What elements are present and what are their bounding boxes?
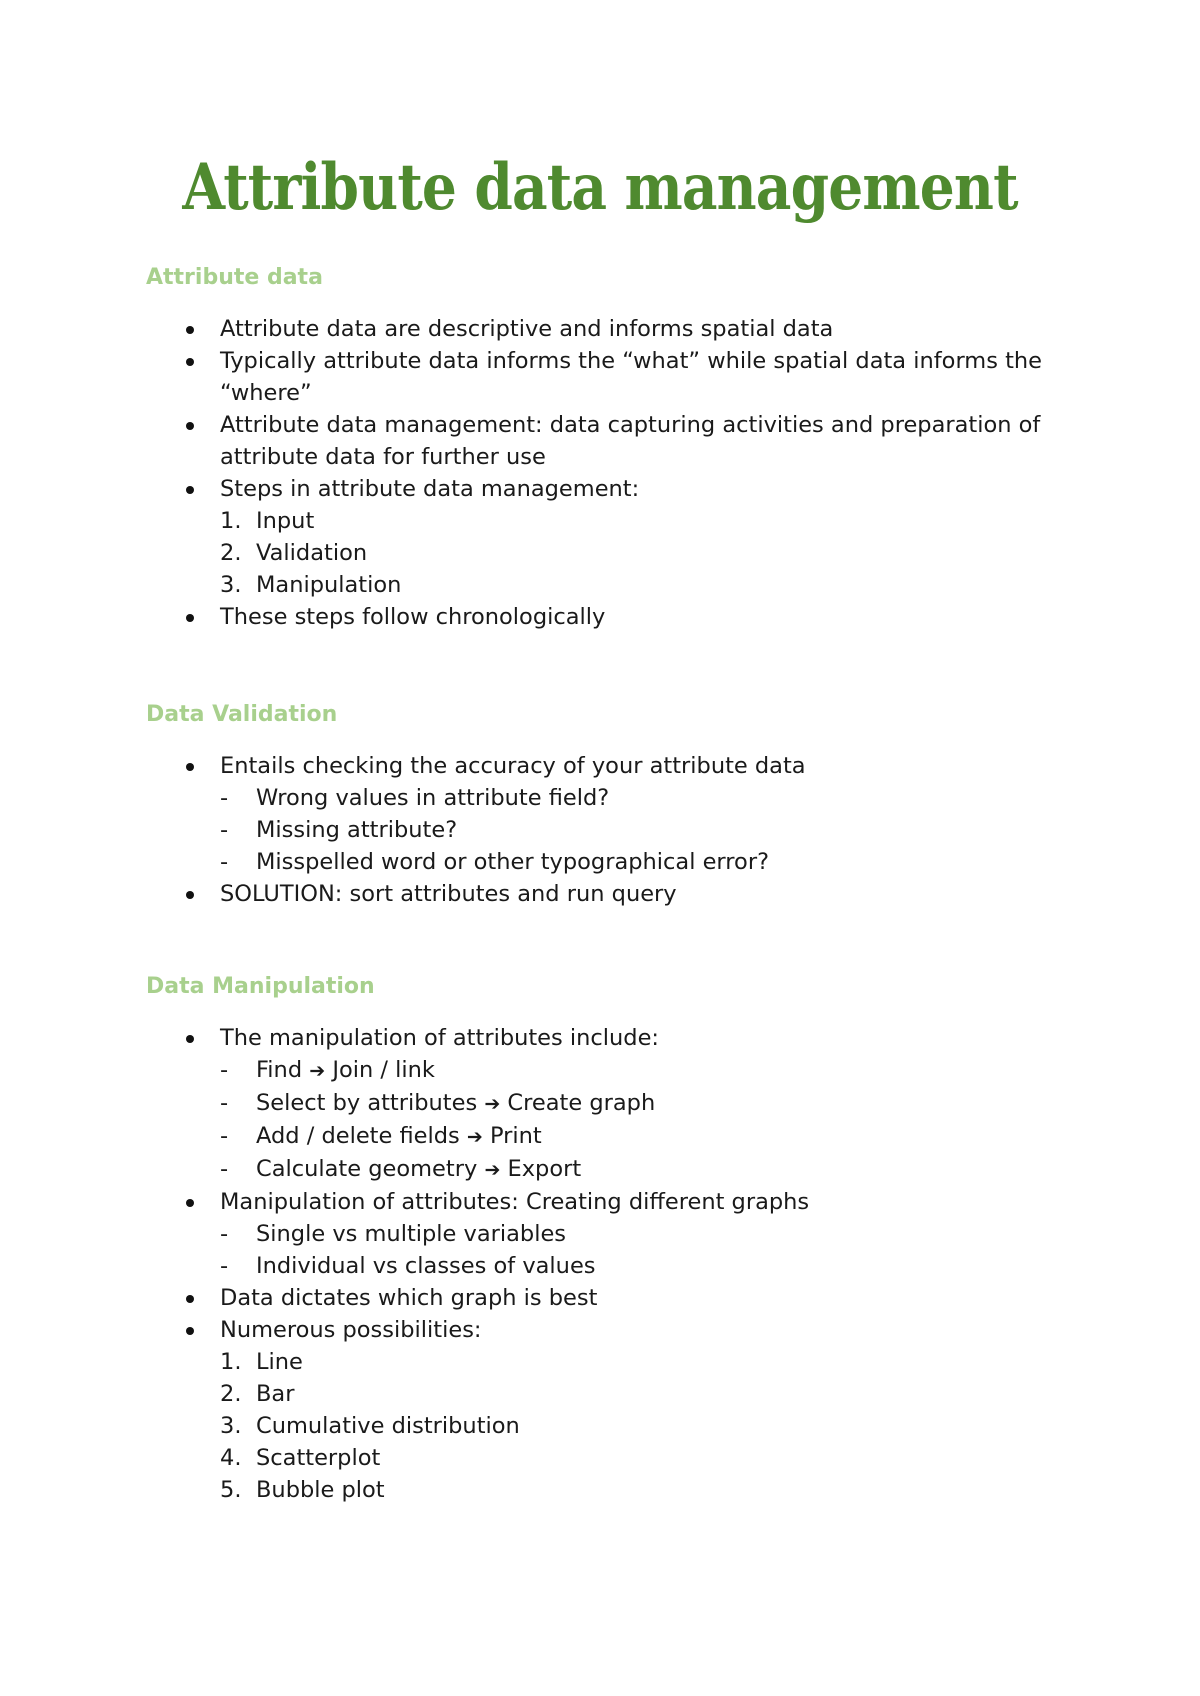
list-item-text: Validation	[256, 540, 368, 566]
numbered-item	[146, 1474, 1046, 1506]
list-marker: 5.	[220, 1477, 242, 1503]
section-heading-attribute-data: Attribute data	[146, 265, 323, 290]
list-marker: -	[220, 785, 229, 811]
attribute-data-list	[146, 313, 1046, 633]
numbered-item	[146, 537, 1046, 569]
dash-item	[146, 1120, 1046, 1153]
list-item-text: Calculate geometry	[256, 1156, 478, 1182]
arrow-right-icon: ➔	[466, 1126, 483, 1148]
list-item-text: Bubble plot	[256, 1477, 385, 1503]
list-item	[146, 409, 1046, 441]
data-manipulation-list	[146, 1022, 1046, 1506]
dash-item	[146, 1218, 1046, 1250]
list-item-text: Line	[256, 1349, 303, 1375]
list-item-text: attribute data for further use	[220, 444, 546, 470]
list-item-text: Manipulation	[256, 572, 402, 598]
arrow-right-icon: ➔	[484, 1159, 501, 1181]
list-item-text: Create graph	[507, 1090, 656, 1116]
list-item-text: Attribute data are descriptive and informs spatial data	[220, 316, 834, 342]
list-item-text: Numerous possibilities:	[220, 1317, 482, 1343]
list-item-text: Cumulative distribution	[256, 1413, 520, 1439]
dash-item	[146, 814, 1046, 846]
list-item-text: Add / delete fields	[256, 1123, 460, 1149]
list-item-text: Input	[256, 508, 315, 534]
list-item	[146, 601, 1046, 633]
list-item	[146, 1282, 1046, 1314]
list-marker: -	[220, 1057, 229, 1083]
list-item	[146, 750, 1046, 782]
list-item-text: Data dictates which graph is best	[220, 1285, 598, 1311]
list-item-text: Single vs multiple variables	[256, 1221, 567, 1247]
list-item-text: Individual vs classes of values	[256, 1253, 596, 1279]
numbered-item	[146, 1410, 1046, 1442]
list-marker: 2.	[220, 1381, 242, 1407]
dash-item	[146, 1087, 1046, 1120]
document-title: Attribute data management	[182, 150, 1018, 225]
list-item-text: Typically attribute data informs the “what” while spatial data informs the	[220, 348, 1043, 374]
list-item-text: Manipulation of attributes: Creating different graphs	[220, 1189, 810, 1215]
list-item-text: Bar	[256, 1381, 295, 1407]
arrow-right-icon: ➔	[484, 1093, 501, 1115]
list-marker: -	[220, 1221, 229, 1247]
list-marker: 3.	[220, 1413, 242, 1439]
dash-item	[146, 1250, 1046, 1282]
list-marker: -	[220, 849, 229, 875]
numbered-item	[146, 569, 1046, 601]
dash-item	[146, 1153, 1046, 1186]
list-marker: 1.	[220, 1349, 242, 1375]
numbered-item	[146, 505, 1046, 537]
list-marker: -	[220, 1090, 229, 1116]
list-item-text: Scatterplot	[256, 1445, 381, 1471]
numbered-item	[146, 1378, 1046, 1410]
list-marker: -	[220, 1156, 229, 1182]
list-item-continuation	[146, 377, 1046, 409]
list-marker: 2.	[220, 540, 242, 566]
list-item-text: Misspelled word or other typographical error?	[256, 849, 770, 875]
list-item-text: Export	[507, 1156, 582, 1182]
list-item-continuation	[146, 441, 1046, 473]
list-item	[146, 1186, 1046, 1218]
list-item-text: Join / link	[332, 1057, 435, 1083]
list-item	[146, 345, 1046, 377]
section-heading-data-manipulation: Data Manipulation	[146, 974, 375, 999]
list-item	[146, 1022, 1046, 1054]
list-marker: 4.	[220, 1445, 242, 1471]
list-item-text: Find	[256, 1057, 303, 1083]
section-heading-data-validation: Data Validation	[146, 702, 338, 727]
list-marker: -	[220, 1253, 229, 1279]
dash-item	[146, 846, 1046, 878]
list-item-text: Select by attributes	[256, 1090, 478, 1116]
list-item	[146, 878, 1046, 910]
list-item-text: The manipulation of attributes include:	[220, 1025, 660, 1051]
list-item-text: SOLUTION: sort attributes and run query	[220, 881, 677, 907]
list-marker: 1.	[220, 508, 242, 534]
dash-item	[146, 1054, 1046, 1087]
list-item	[146, 313, 1046, 345]
list-item-text: Entails checking the accuracy of your attribute data	[220, 753, 806, 779]
list-item	[146, 473, 1046, 505]
arrow-right-icon: ➔	[309, 1060, 326, 1082]
list-item-text: Attribute data management: data capturing activities and preparation of	[220, 412, 1041, 438]
list-item-text: Print	[490, 1123, 542, 1149]
dash-item	[146, 782, 1046, 814]
list-item-text: Wrong values in attribute field?	[256, 785, 610, 811]
list-item-text: “where”	[220, 380, 312, 406]
list-marker: -	[220, 1123, 229, 1149]
list-item-text: These steps follow chronologically	[220, 604, 606, 630]
data-validation-list	[146, 750, 1046, 910]
numbered-item	[146, 1346, 1046, 1378]
list-item-text: Missing attribute?	[256, 817, 458, 843]
list-item	[146, 1314, 1046, 1346]
numbered-item	[146, 1442, 1046, 1474]
list-marker: 3.	[220, 572, 242, 598]
list-marker: -	[220, 817, 229, 843]
list-item-text: Steps in attribute data management:	[220, 476, 640, 502]
